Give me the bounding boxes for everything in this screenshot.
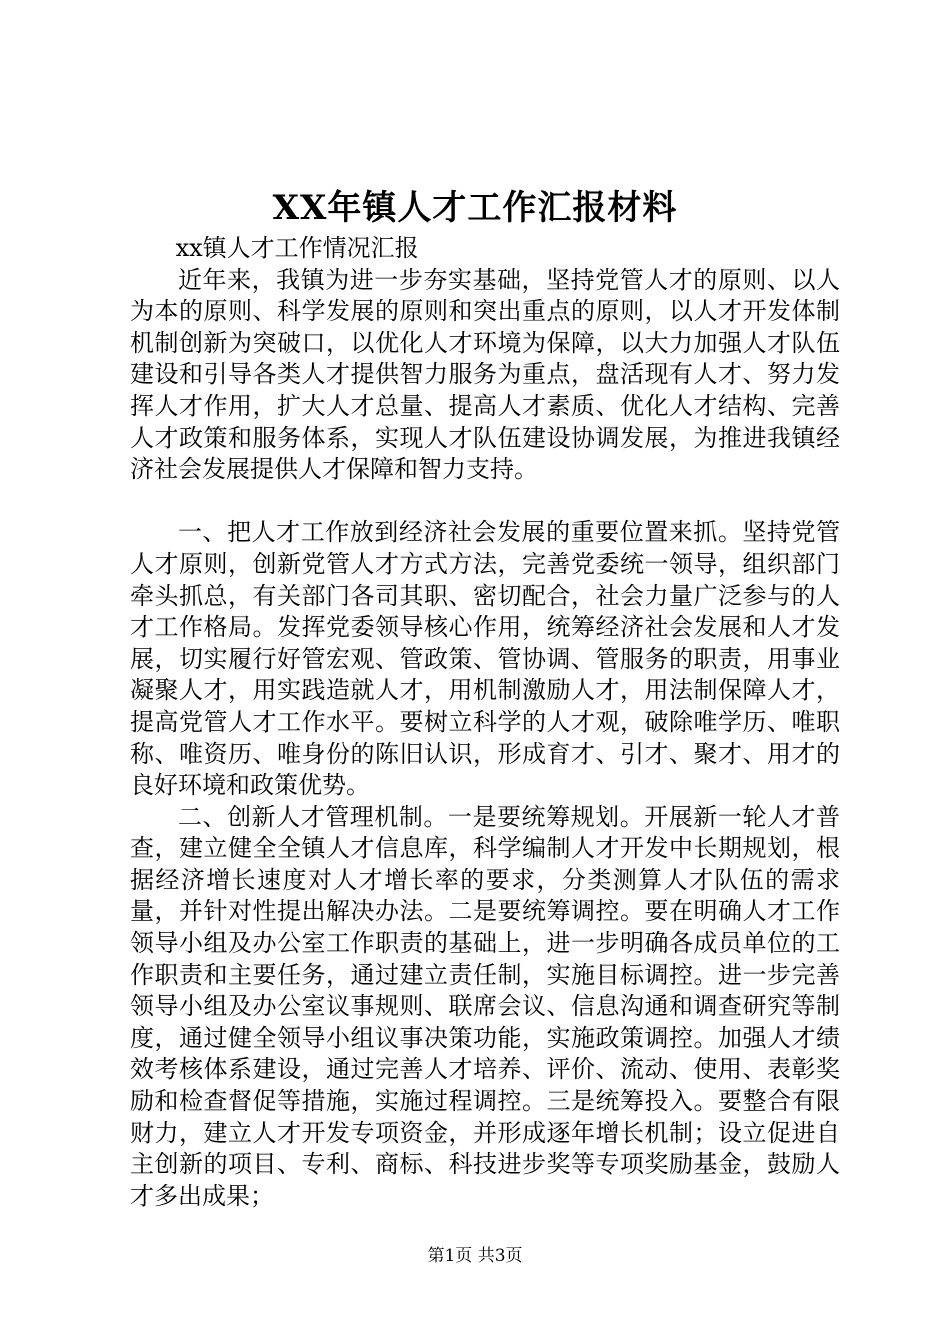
paragraph-section-one: 一、把人才工作放到经济社会发展的重要位置来抓。坚持党管人才原则，创新党管人才方式方法，完善党委统一领导，组织部门牵头抓总，有关部门各司其职、密切配合，社会力量广泛参与的人才工作格局。发挥党委领导核心作用，统筹经济社会发展和人才发展，切实履行好管宏观、管政策、管协调、管服务的职责，用事业凝聚人才，用实践造就人才，用机制激励人才，用法制保障人才，提高党管人才工作水平。要树立科学的人才观，破除唯学历、唯职称、唯资历、唯身份的陈旧认识，形成育才、引才、聚才、用才的良好环境和政策优势。 bbox=[130, 518, 840, 800]
paragraph-intro: 近年来，我镇为进一步夯实基础，坚持党管人才的原则、以人为本的原则、科学发展的原则和突出重点的原则，以人才开发体制机制创新为突破口，以优化人才环境为保障，以大力加强人才队伍建设和引导各类人才提供智力服务为重点，盘活现有人才、努力发挥人才作用，扩大人才总量、提高人才素质、优化人才结构、完善人才政策和服务体系，实现人才队伍建设协调发展，为推进我镇经济社会发展提供人才保障和智力支持。 bbox=[130, 265, 840, 484]
paragraph-section-two: 二、创新人才管理机制。一是要统筹规划。开展新一轮人才普查，建立健全全镇人才信息库，科学编制人才开发中长期规划，根据经济增长速度对人才增长率的要求，分类测算人才队伍的需求量，并针对性提出解决办法。二是要统筹调控。要在明确人才工作领导小组及办公室工作职责的基础上，进一步明确各成员单位的工作职责和主要任务，通过建立责任制，实施目标调控。进一步完善领导小组及办公室议事规则、联席会议、信息沟通和调查研究等制度，通过健全领导小组议事决策功能，实施政策调控。加强人才绩效考核体系建设，通过完善人才培养、评价、流动、使用、表彰奖励和检查督促等措施，实施过程调控。三是统筹投入。要整合有限财力，建立人才开发专项资金，并形成逐年增长机制；设立促进自主创新的项目、专利、商标、科技进步奖等专项奖励基金，鼓励人才多出成果； bbox=[130, 802, 840, 1210]
document-body bbox=[130, 233, 840, 1212]
document-title: XX年镇人才工作汇报材料 bbox=[272, 188, 678, 228]
document-subtitle: xx镇人才工作情况汇报 bbox=[175, 234, 419, 262]
paragraph-spacer bbox=[130, 486, 840, 518]
page-footer: 第1页 共3页 bbox=[427, 1246, 523, 1266]
